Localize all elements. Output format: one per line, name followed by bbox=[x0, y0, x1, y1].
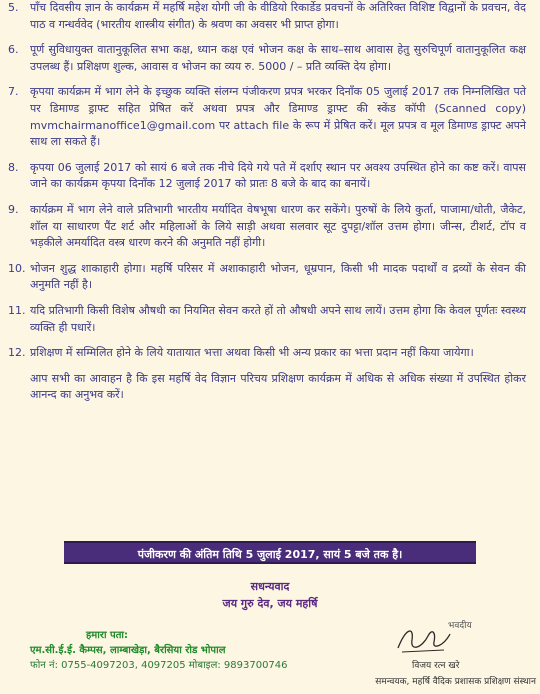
salutation-line: जय गुरु देव, जय महर्षि bbox=[222, 597, 318, 610]
list-item bbox=[0, 84, 540, 150]
item-number: 12. bbox=[8, 346, 26, 360]
item-number: 7. bbox=[8, 85, 19, 99]
list-item bbox=[0, 0, 540, 33]
item-text: कृपया 06 जुलाई 2017 को सायं 6 बजे तक नीचे दिये गये पते में दर्शाए स्थान पर अवश्य उपस्थित होने का कष्ट करें। वापस जाने का कार्यक्रम कृपया दिनाँक 12 जुलाई 2017 को प्रातः 8 बजे के बाद का बनायें। bbox=[30, 160, 526, 191]
address-line: एम.सी.ई.ई. कैम्पस, लाम्बाखेड़ा, बैरसिया रोड भोपाल bbox=[30, 645, 226, 656]
item-text: कार्यक्रम में भाग लेने वाले प्रतिभागी भारतीय मर्यादित वेषभूषा धारण कर सकेंगे। पुरुषों के लिये कुर्ता, पाजामा/धोती, जैकेट, शॉल या साधारण पैंट शर्ट और महिलाओं के लिये साड़ी अथवा सलवार सूट दुपट्टा/शॉल उत्तम होगा। जीन्स, टीशर्ट, टॉप व भड़कीले अमर्यादित वस्त्र धारण करने की अनुमति नहीं होगी। bbox=[30, 202, 526, 250]
item-text: कृपया कार्यक्रम में भाग लेने के इच्छुक व्यक्ति संलग्न पंजीकरण प्रपत्र भरकर दिनाँक 05 जुलाई 2017 तक निम्नलिखित पते पर डिमाण्ड ड्राफ्ट सहित प्रेषित करें अथवा प्रपत्र और डिमाण्ड ड्राफ्ट की स्केंड कॉपी (Scanned copy) mvmchairmanoffice1@gmail.com पर attach file के रूप में प्रेषित करें। मूल प्रपत्र व मूल डिमाण्ड ड्राफ्ट अपने साथ ला सकते हैं। bbox=[30, 85, 526, 149]
list-item bbox=[0, 202, 540, 252]
item-text: प्रशिक्षण में सम्मिलित होने के लिये यातायात भत्ता अथवा किसी भी अन्य प्रकार का भत्ता प्रदान नहीं किया जायेगा। bbox=[30, 346, 474, 360]
list-item bbox=[0, 42, 540, 75]
signature-greeting: भवदीय bbox=[448, 621, 472, 631]
list-item bbox=[0, 160, 540, 193]
signatory-name: विजय रत्न खरे bbox=[412, 661, 460, 671]
item-text: पूर्ण सुविधायुक्त वातानुकूलित सभा कक्ष, ध्यान कक्ष एवं भोजन कक्ष के साथ–साथ आवास हेतु सुरुचिपूर्ण वातानुकूलित कक्ष उपलब्ध हैं। प्रशिक्षण शुल्क, आवास व भोजन का व्यय रु. 5000 / – प्रति व्यक्ति देय होगा। bbox=[30, 43, 526, 73]
address-block bbox=[30, 628, 310, 673]
address-heading: हमारा पता: bbox=[86, 630, 129, 641]
item-number: 11. bbox=[8, 303, 26, 317]
phone-line: फोन नं: 0755-4097203, 4097205 मोबाइल: 9893700746 bbox=[30, 660, 288, 671]
list-item bbox=[0, 261, 540, 294]
deadline-banner: पंजीकरण की अंतिम तिथि 5 जुलाई 2017, सायं 5 बजे तक है। bbox=[64, 541, 476, 564]
item-number: 10. bbox=[8, 261, 26, 275]
thanks-line: सधन्यवाद bbox=[250, 580, 290, 593]
thanks-block bbox=[0, 578, 540, 612]
item-number: 5. bbox=[8, 1, 19, 14]
list-item bbox=[0, 303, 540, 336]
item-text: भोजन शुद्ध शाकाहारी होगा। महर्षि परिसर में अशाकाहारी भोजन, धूम्रपान, किसी भी मादक पदार्थों व द्रव्यों के सेवन की अनुमति नहीं है। bbox=[30, 261, 526, 292]
item-number: 9. bbox=[8, 202, 19, 216]
item-text: यदि प्रतिभागी किसी विशेष औषधी का नियमित सेवन करते हों तो औषधी अपने साथ लायें। उत्तम होगा कि केवल पूर्णतः स्वस्थ्य व्यक्ति ही पधारें। bbox=[30, 303, 526, 334]
list-item bbox=[0, 345, 540, 362]
closing-paragraph: आप सभी का आवाहन है कि इस महर्षि वेद विज्ञान परिचय प्रशिक्षण कार्यक्रम में अधिक से अधिक संख्या में उपस्थित होकर आनन्द का अनुभव करें। bbox=[30, 371, 526, 402]
item-number: 8. bbox=[8, 160, 19, 174]
item-text: पाँच दिवसीय ज्ञान के कार्यक्रम में महर्षि महेश योगी जी के वीडियो रिकार्डेड प्रवचनों के अतिरिक्त विशिष्ट विद्वानों के प्रवचन, वेद पाठ व गन्धर्ववेद (भारतीय शास्त्रीय संगीत) के श्रवण का अवसर भी प्राप्त होगा। bbox=[30, 1, 526, 31]
item-number: 6. bbox=[8, 43, 19, 57]
signatory-designation: समन्वयक, महर्षि वैदिक प्रशासक प्रशिक्षण संस्थान bbox=[375, 677, 536, 687]
signature-block bbox=[300, 618, 536, 694]
